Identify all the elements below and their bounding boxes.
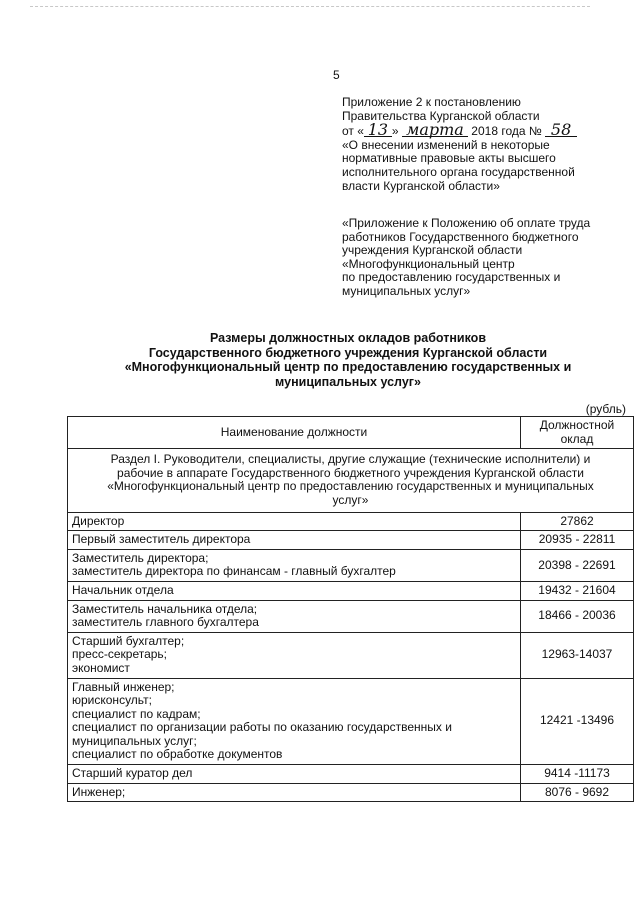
reference-line: муниципальных услуг» xyxy=(342,283,471,298)
salary-cell: 27862 xyxy=(521,512,634,531)
position-line: специалист по обработке документов xyxy=(72,747,283,762)
position-cell xyxy=(68,783,521,802)
table-row xyxy=(68,512,634,531)
position-line: юрисконсульт; xyxy=(72,693,152,708)
handwritten-month: марта xyxy=(402,123,468,137)
reference-line: по предоставлению государственных и xyxy=(342,270,561,285)
table-row xyxy=(68,783,634,802)
date-year: 2018 года № xyxy=(471,124,542,139)
salary-cell: 20935 - 22811 xyxy=(521,531,634,550)
position-cell xyxy=(68,531,521,550)
section-title-line: рабочие в аппарате Государственного бюджетного учреждения Курганской области xyxy=(117,465,584,480)
position-line: специалист по организации работы по оказанию государственных и xyxy=(72,720,452,735)
scan-edge-marks xyxy=(30,6,590,9)
title-line: Государственного бюджетного учреждения Курганской области xyxy=(148,345,548,360)
appendix-line: власти Курганской области» xyxy=(342,178,500,193)
position-column-header: Наименование должности xyxy=(68,417,521,449)
title-line: муниципальных услуг» xyxy=(275,374,421,389)
section-title-line: Раздел I. Руководители, специалисты, другие служащие (технические исполнители) и xyxy=(110,452,591,467)
appendix-line: исполнительного органа государственной xyxy=(342,164,575,179)
salary-cell: 9414 -11173 xyxy=(521,765,634,784)
position-line: Заместитель начальника отдела; xyxy=(72,601,258,616)
table-row xyxy=(68,600,634,632)
table-row xyxy=(68,531,634,550)
salary-table xyxy=(67,416,634,802)
salary-cell: 18466 - 20036 xyxy=(521,600,634,632)
appendix-line: Приложение 2 к постановлению xyxy=(342,95,521,109)
position-cell xyxy=(68,600,521,632)
position-line: Начальник отдела xyxy=(72,582,174,597)
reference-line: учреждения Курганской области xyxy=(342,243,523,258)
table-row xyxy=(68,549,634,581)
position-cell xyxy=(68,678,521,765)
position-line: Инженер; xyxy=(72,784,126,799)
position-line: заместитель главного бухгалтера xyxy=(72,615,259,630)
handwritten-day: 13 xyxy=(364,123,392,137)
position-cell xyxy=(68,581,521,600)
position-line: Первый заместитель директора xyxy=(72,532,251,547)
reference-heading xyxy=(342,217,632,299)
salary-header-line: оклад xyxy=(560,431,594,446)
position-cell xyxy=(68,512,521,531)
section-title xyxy=(68,449,634,512)
handwritten-number: 58 xyxy=(545,123,577,137)
currency-note: (рубль) xyxy=(585,402,626,416)
position-line: Старший бухгалтер; xyxy=(72,633,185,648)
position-line: пресс-секретарь; xyxy=(72,647,168,662)
salary-header-line: Должностной xyxy=(539,418,615,432)
position-line: Главный инженер; xyxy=(72,679,175,694)
appendix-line: «О внесении изменений в некоторые xyxy=(342,137,550,152)
date-quote: » xyxy=(391,124,399,139)
position-cell xyxy=(68,632,521,678)
appendix-heading xyxy=(342,96,632,193)
title-line: Размеры должностных окладов работников xyxy=(209,331,487,345)
appendix-line: Правительства Курганской области xyxy=(342,108,540,123)
position-line: заместитель директора по финансам - главный бухгалтер xyxy=(72,564,396,579)
position-line: муниципальных услуг; xyxy=(72,733,197,748)
salary-cell: 20398 - 22691 xyxy=(521,549,634,581)
page-number: 5 xyxy=(333,68,340,82)
section-row xyxy=(68,449,634,512)
position-line: Старший куратор дел xyxy=(72,766,193,781)
reference-line: «Многофункциональный центр xyxy=(342,256,515,271)
table-row xyxy=(68,678,634,765)
title-line: «Многофункциональный центр по предоставлению государственных и xyxy=(124,360,572,375)
appendix-date-line xyxy=(342,120,632,140)
table-row xyxy=(68,632,634,678)
table-row xyxy=(68,581,634,600)
position-line: Заместитель директора; xyxy=(72,550,209,565)
section-title-line: услуг» xyxy=(332,492,369,507)
salary-cell: 8076 - 9692 xyxy=(521,783,634,802)
reference-line: работников Государственного бюджетного xyxy=(342,229,579,244)
appendix-line: нормативные правовые акты высшего xyxy=(342,151,556,166)
table-row xyxy=(68,765,634,784)
salary-column-header xyxy=(521,417,634,449)
reference-line: «Приложение к Положению об оплате труда xyxy=(342,216,591,230)
date-prefix: от « xyxy=(342,124,364,139)
position-line: специалист по кадрам; xyxy=(72,706,201,721)
document-title xyxy=(60,331,636,389)
position-cell xyxy=(68,549,521,581)
salary-cell: 12421 -13496 xyxy=(521,678,634,765)
section-title-line: «Многофункциональный центр по предоставлению государственных и муниципальных xyxy=(107,479,594,494)
table-header-row xyxy=(68,417,634,449)
salary-cell: 19432 - 21604 xyxy=(521,581,634,600)
salary-cell: 12963-14037 xyxy=(521,632,634,678)
position-line: экономист xyxy=(72,660,130,675)
position-line: Директор xyxy=(72,513,125,528)
position-cell xyxy=(68,765,521,784)
